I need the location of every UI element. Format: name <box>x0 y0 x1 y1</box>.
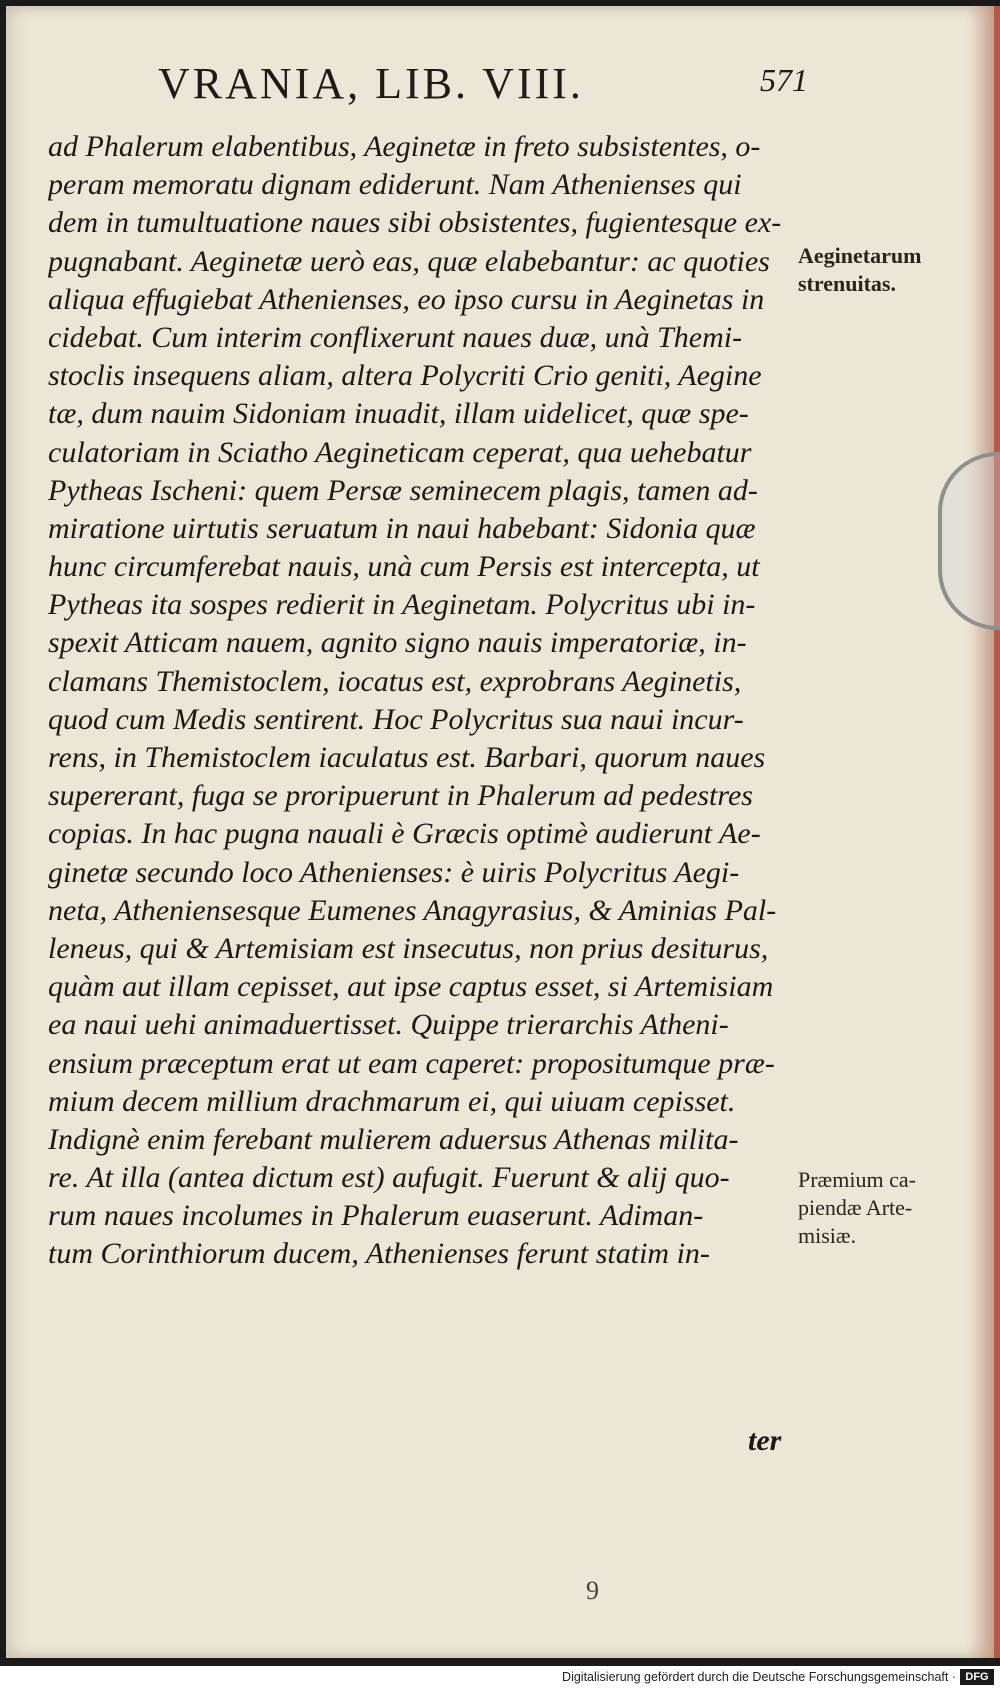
text-line: ginetæ secundo loco Athenienses: è uiris Polycritus Aegi- <box>48 855 740 889</box>
footer-credit: Digitalisierung gefördert durch die Deutsche Forschungsgemeinschaft · <box>562 1670 956 1684</box>
text-line: mium decem millium drachmarum ei, qui uiuam cepisset. <box>48 1084 736 1118</box>
text-line: cidebat. Cum interim conflixerunt naues duæ, unà Themi- <box>48 320 743 354</box>
text-line: neta, Atheniensesque Eumenes Anagyrasius, & Aminias Pal- <box>48 893 777 927</box>
text-line: copias. In hac pugna nauali è Græcis optimè audierunt Ae- <box>48 817 761 851</box>
text-line: ensium præceptum erat ut eam caperet: propositumque præ- <box>48 1046 775 1080</box>
text-line: rum naues incolumes in Phalerum euaserunt. Adiman- <box>48 1199 704 1233</box>
text-line: supererant, fuga se proripuerunt in Phalerum ad pedestres <box>48 779 753 813</box>
text-line: quod cum Medis sentirent. Hoc Polycritus sua naui incur- <box>48 702 744 736</box>
body-text <box>48 128 788 1274</box>
text-line: tum Corinthiorum ducem, Athenienses ferunt statim in- <box>48 1237 710 1271</box>
marginal-note-line: strenuitas. <box>798 271 896 296</box>
catchword: ter <box>748 1424 782 1457</box>
text-line: leneus, qui & Artemisiam est insecutus, non prius desiturus, <box>48 931 769 965</box>
text-line: peram memoratu dignam ediderunt. Nam Athenienses qui <box>48 168 742 202</box>
text-line: stoclis insequens aliam, altera Polycriti Crio geniti, Aegine <box>48 359 762 393</box>
folio-number: 571 <box>760 62 808 98</box>
text-line: re. At illa (antea dictum est) aufugit. Fuerunt & alij quo- <box>48 1161 730 1195</box>
text-line: tæ, dum nauim Sidoniam inuadit, illam uidelicet, quæ spe- <box>48 397 749 431</box>
text-line: Pytheas ita sospes redierit in Aeginetam. Polycritus ubi in- <box>48 588 756 622</box>
text-line: pugnabant. Aeginetæ uerò eas, quæ elabebantur: ac quoties <box>48 244 770 278</box>
text-line: hunc circumferebat nauis, unà cum Persis est intercepta, ut <box>48 550 760 584</box>
marginal-note-line: misiæ. <box>798 1223 857 1248</box>
text-line: rens, in Themistoclem iaculatus est. Barbari, quorum naues <box>48 741 766 774</box>
footer-bar <box>0 1666 1000 1691</box>
marginal-note-1 <box>798 242 978 298</box>
marginal-note-line: Aeginetarum <box>798 243 922 268</box>
text-line: miratione uirtutis seruatum in naui habebant: Sidonia quæ <box>48 511 756 545</box>
text-line: dem in tumultuatione naues sibi obsistentes, fugientesque ex- <box>48 206 782 240</box>
text-line: quàm aut illam cepisset, aut ipse captus esset, si Artemisiam <box>48 970 774 1004</box>
text-line: aliqua effugiebat Athenienses, eo ipso cursu in Aeginetas in <box>48 282 765 316</box>
text-line: culatoriam in Sciatho Aegineticam ceperat, qua uehebatur <box>48 435 752 469</box>
text-line: spexit Atticam nauem, agnito signo nauis imperatoriæ, in- <box>48 626 747 660</box>
text-line: ad Phalerum elabentibus, Aeginetæ in freto subsistentes, o- <box>48 130 761 163</box>
text-line: Pytheas Ischeni: quem Persæ seminecem plagis, tamen ad- <box>48 473 758 507</box>
marginal-note-line: piendæ Arte- <box>798 1195 913 1220</box>
text-line: clamans Themistoclem, iocatus est, exprobrans Aeginetis, <box>48 664 742 698</box>
dfg-logo: DFG <box>960 1669 994 1685</box>
text-line: ea naui uehi animaduertisset. Quippe trierarchis Atheni- <box>48 1008 729 1042</box>
running-head <box>158 58 808 110</box>
text-line: Indignè enim ferebant mulierem aduersus Athenas milita- <box>48 1122 739 1156</box>
running-head-title: VRANIA, LIB. VIII. <box>158 59 584 108</box>
marginal-note-2 <box>798 1166 978 1250</box>
page-clip-icon <box>938 452 1000 630</box>
marginal-note-line: Præmium ca- <box>798 1167 916 1192</box>
signature-mark: 9 <box>586 1576 599 1605</box>
